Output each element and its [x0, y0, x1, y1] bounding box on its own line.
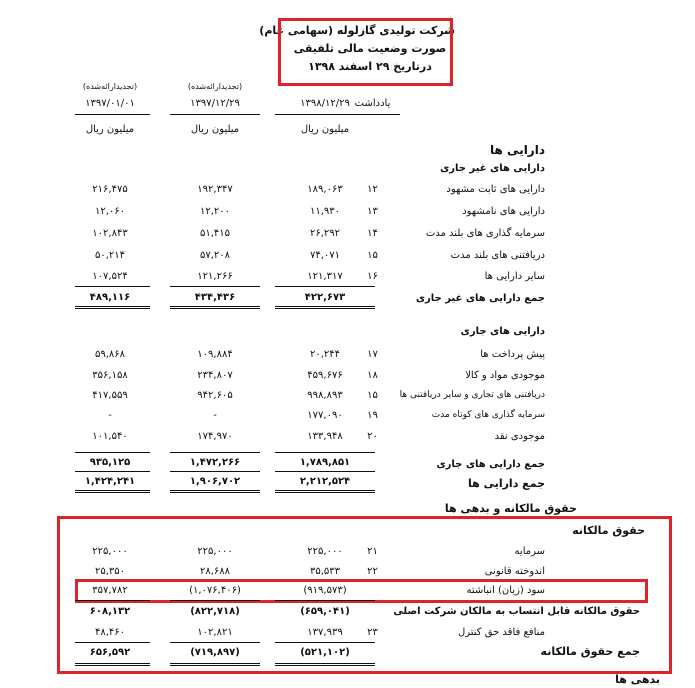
row-label: اندوخته قانونی [484, 566, 545, 577]
subtotal-rule [170, 471, 260, 472]
row-value-1397-start: ۶۵۶,۵۹۲ [89, 647, 131, 658]
subtotal-rule [275, 286, 375, 287]
row-value-1397-start: ۱۰۲,۸۴۳ [92, 228, 128, 239]
row-value-1398: ۱۲۱,۳۱۷ [307, 271, 343, 282]
row-value-1398: (۶۵۹,۰۴۱) [300, 606, 350, 617]
statement-date: درتاریخ ۲۹ اسفند ۱۳۹۸ [308, 60, 432, 73]
row-value-1397-start: ۲۱۶,۴۷۵ [92, 184, 128, 195]
statement-title: صورت وضعیت مالی تلفیقی [293, 42, 447, 55]
row-value-1397-end: ۵۷,۲۰۸ [199, 250, 231, 261]
section-non-current-assets: دارایی های غیر جاری [440, 163, 545, 174]
row-value-1397-end: ۱,۹۰۶,۷۰۲ [189, 476, 241, 487]
row-note: ۱۵ [367, 250, 378, 261]
total-rule [275, 663, 375, 666]
row-value-1398: ۱۱,۹۳۰ [309, 206, 341, 217]
row-note: ۱۲ [367, 184, 378, 195]
row-value-1398: ۲۰,۲۴۴ [309, 349, 341, 360]
row-label: پیش پرداخت ها [480, 349, 545, 360]
row-value-1398: (۵۲۱,۱۰۲) [300, 647, 350, 658]
section-equity: حقوق مالکانه [572, 524, 645, 537]
row-value-1397-end: - [213, 410, 217, 421]
row-value-1397-start: ۱,۴۲۴,۲۴۱ [84, 476, 136, 487]
row-value-1397-end: ۱,۴۷۲,۲۶۶ [189, 457, 241, 468]
row-value-1398: ۲۶,۲۹۲ [309, 228, 341, 239]
col2-unit: میلیون ریال [190, 124, 240, 135]
company-name: شرکت تولیدی گازلوله (سهامی عام) [259, 24, 455, 37]
row-note: ۱۶ [367, 271, 378, 282]
row-label: جمع دارایی های جاری [436, 459, 545, 470]
total-rule [75, 306, 150, 309]
row-value-1397-end: ۴۳۴,۴۳۶ [194, 292, 236, 303]
row-value-1397-end: ۱۰۹,۸۸۴ [197, 349, 233, 360]
subtotal-rule [170, 642, 260, 643]
row-value-1397-end: (۷۱۹,۸۹۷) [190, 647, 240, 658]
row-value-1397-end: ۲۸,۶۸۸ [199, 566, 231, 577]
subtotal-rule [170, 286, 260, 287]
row-value-1397-start: ۶۰۸,۱۳۲ [89, 606, 131, 617]
row-value-1398: ۲۲۵,۰۰۰ [307, 546, 343, 557]
col2-header-rule [170, 114, 260, 115]
row-value-1398: ۲,۲۱۲,۵۲۴ [299, 476, 351, 487]
row-label: جمع حقوق مالکانه [540, 645, 640, 658]
section-equity-liabilities: حقوق مالکانه و بدهی ها [444, 502, 577, 515]
row-note: ۱۴ [367, 228, 378, 239]
row-value-1398: ۷۴,۰۷۱ [309, 250, 341, 261]
row-value-1398: ۴۵۹,۶۷۶ [307, 370, 343, 381]
row-value-1397-end: (۱,۰۷۶,۴۰۶) [189, 585, 241, 596]
total-rule [75, 490, 150, 493]
row-value-1398: ۴۲۲,۶۷۳ [304, 292, 346, 303]
col2-date: ۱۳۹۷/۱۲/۲۹ [190, 98, 240, 109]
subtotal-rule [275, 600, 375, 601]
row-value-1397-start: ۴۸,۴۶۰ [94, 627, 126, 638]
row-value-1397-start: ۳۵۷,۷۸۲ [92, 585, 128, 596]
row-note: ۱۵ [367, 390, 378, 401]
row-value-1398: ۱۸۹,۰۶۳ [307, 184, 343, 195]
row-value-1397-start: ۱۰۱,۵۴۰ [92, 431, 128, 442]
row-value-1398: ۱۳۳,۹۴۸ [307, 431, 343, 442]
row-label: موجودی نقد [494, 431, 545, 442]
col1-header-rule [75, 114, 150, 115]
row-label: دارایی های ثابت مشهود [446, 184, 545, 195]
row-value-1397-start: ۹۳۵,۱۲۵ [89, 457, 131, 468]
section-assets: دارایی ها [490, 143, 545, 157]
total-rule [170, 490, 260, 493]
subtotal-rule [75, 642, 150, 643]
col3-unit: میلیون ریال [300, 124, 350, 135]
row-label: سرمایه گذاری های کوتاه مدت [431, 410, 545, 420]
subtotal-rule [170, 452, 260, 453]
row-label: دریافتنی های بلند مدت [450, 250, 545, 261]
row-value-1397-end: ۱۲,۲۰۰ [199, 206, 231, 217]
total-rule [170, 663, 260, 666]
row-value-1397-start: ۴۱۷,۵۵۹ [92, 390, 128, 401]
row-note: ۲۳ [367, 627, 378, 638]
row-label: سایر دارایی ها [484, 271, 545, 282]
row-value-1397-end: ۲۲۵,۰۰۰ [197, 546, 233, 557]
row-value-1397-end: ۱۲۱,۲۶۶ [197, 271, 233, 282]
row-label: موجودی مواد و کالا [465, 370, 545, 381]
row-value-1397-start: ۵۰,۲۱۴ [94, 250, 126, 261]
subtotal-rule [275, 642, 375, 643]
subtotal-rule [75, 600, 150, 601]
col1-date: ۱۳۹۷/۰۱/۰۱ [85, 98, 135, 109]
row-label: دارایی های نامشهود [462, 206, 545, 217]
subtotal-rule [75, 471, 150, 472]
total-rule [170, 306, 260, 309]
section-liabilities: بدهی ها [615, 673, 660, 686]
row-value-1397-start: ۱۰۷,۵۲۴ [92, 271, 128, 282]
row-value-1397-start: ۵۹,۸۶۸ [94, 349, 126, 360]
row-value-1397-end: ۱۰۲,۸۲۱ [197, 627, 233, 638]
col3-date: ۱۳۹۸/۱۲/۲۹ [300, 98, 350, 109]
row-note: ۱۷ [367, 349, 378, 360]
subtotal-rule [75, 286, 150, 287]
subtotal-rule [170, 600, 260, 601]
row-value-1397-start: ۲۲۵,۰۰۰ [92, 546, 128, 557]
row-label: منافع فاقد حق کنترل [457, 627, 545, 638]
row-value-1397-end: ۱۷۴,۹۷۰ [197, 431, 233, 442]
row-note: ۱۸ [367, 370, 378, 381]
total-rule [75, 663, 150, 666]
row-note: ۲۱ [367, 546, 378, 557]
row-value-1398: (۹۱۹,۵۷۳) [303, 585, 347, 596]
row-value-1397-end: (۸۲۲,۷۱۸) [190, 606, 240, 617]
row-label: دریافتنی های تجاری و سایر دریافتنی ها [399, 390, 545, 400]
row-label: سود (زیان) انباشته [466, 585, 545, 596]
row-value-1398: ۳۵,۵۳۳ [309, 566, 341, 577]
row-label: سرمایه گذاری های بلند مدت [425, 228, 545, 239]
row-value-1397-start: ۱۲,۰۶۰ [94, 206, 126, 217]
col2-restated: (تجدیدارائه‌شده) [187, 82, 243, 91]
subtotal-rule [75, 452, 150, 453]
row-value-1397-start: ۲۵,۳۵۰ [94, 566, 126, 577]
note-header: یادداشت [354, 98, 391, 109]
total-rule [275, 306, 375, 309]
subtotal-rule [275, 471, 375, 472]
row-value-1398: ۹۹۸,۸۹۳ [307, 390, 343, 401]
row-value-1398: ۱,۷۸۹,۸۵۱ [299, 457, 351, 468]
col1-restated: (تجدیدارائه‌شده) [82, 82, 138, 91]
row-label: حقوق مالکانه قابل انتساب به مالکان شرکت اصلی [393, 606, 640, 617]
subtotal-rule [275, 452, 375, 453]
row-value-1397-start: ۳۵۶,۱۵۸ [92, 370, 128, 381]
row-value-1397-end: ۵۱,۴۱۵ [199, 228, 231, 239]
row-value-1397-start: ۴۸۹,۱۱۶ [89, 292, 131, 303]
note-header-rule [345, 114, 400, 115]
row-note: ۲۲ [367, 566, 378, 577]
row-note: ۱۹ [367, 410, 378, 421]
row-value-1397-start: - [108, 410, 112, 421]
row-value-1397-end: ۹۴۲,۶۰۵ [197, 390, 233, 401]
row-value-1397-end: ۲۳۴,۸۰۷ [197, 370, 233, 381]
header-highlight-box [259, 18, 455, 86]
row-value-1398: ۱۷۷,۰۹۰ [307, 410, 343, 421]
total-rule [275, 490, 375, 493]
row-value-1398: ۱۳۷,۹۳۹ [307, 627, 343, 638]
row-label: جمع دارایی های غیر جاری [415, 293, 545, 304]
row-label: جمع دارایی ها [467, 477, 545, 490]
row-note: ۱۳ [367, 206, 378, 217]
row-value-1397-end: ۱۹۲,۳۴۷ [197, 184, 233, 195]
section-current-assets: دارایی های جاری [460, 326, 545, 337]
row-label: سرمایه [514, 546, 545, 557]
col1-unit: میلیون ریال [85, 124, 135, 135]
row-note: ۲۰ [367, 431, 378, 442]
